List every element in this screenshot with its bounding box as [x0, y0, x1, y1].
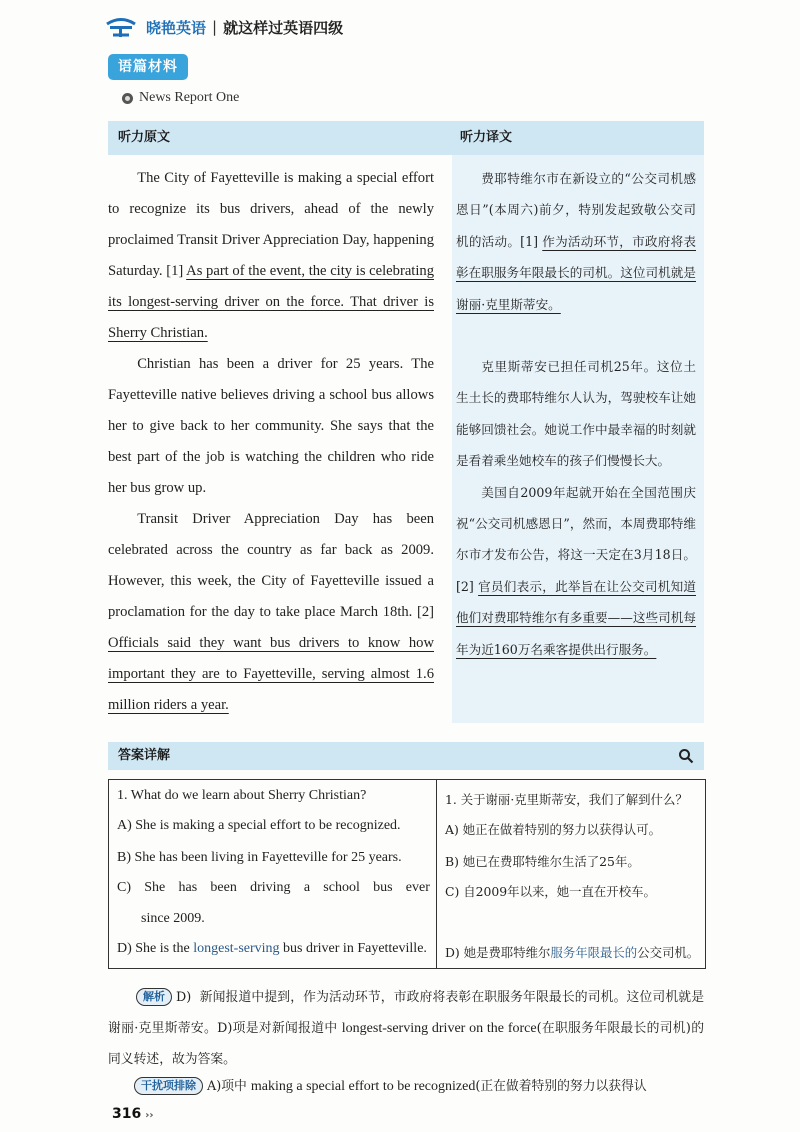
translation-paragraph: 美国自2009年起就开始在全国范围庆祝“公交司机感恩日”，然而，本周费耶特维尔市才发布公告，将这一天定在3月18日。[2] 官员们表示，此举旨在让公交司机知道他们对费耶特维尔有多重要——这些司机每年为近160万名乘客提供出行服务。	[456, 484, 697, 657]
distractor-paragraph: 干扰项排除 A)项中 making a special effort to be recognized(正在做着特别的努力以获得认	[134, 1075, 647, 1095]
news-report-heading	[122, 90, 239, 106]
option-d: D) She is the longest-serving bus driver in Fayetteville.	[117, 941, 427, 956]
publisher-logo-icon	[104, 15, 138, 39]
original-text	[108, 163, 434, 721]
answers-header-band	[108, 742, 704, 770]
option-c-continued: since 2009.	[141, 911, 205, 926]
bullet-icon	[122, 93, 133, 104]
translation-paragraph: 克里斯蒂安已担任司机25年。这位土生土长的费耶特维尔人认为，驾驶校车让她能够回馈社会。她说工作中最幸福的时刻就是看着乘坐她校车的孩子们慢慢长大。	[456, 359, 696, 469]
original-paragraph: Transit Driver Appreciation Day has been celebrated across the country as far back as 2009. However, this week, the City of Fayetteville issued a proclamation for the day to take place March 18th. [2] Officials said they want bus drivers to know how important they are to Fayetteville, serving almost 1.6 million riders a year.	[108, 511, 434, 713]
distractor-tag: 干扰项排除	[134, 1077, 203, 1095]
original-paragraph: The City of Fayetteville is making a special effort to recognize its bus drivers, ahead of the newly proclaimed Transit Driver Appreciation Day, happening Saturday. [1] As part of the event, the city is celebrating its longest-serving driver on the force. That driver is Sherry Christian.	[108, 170, 434, 341]
translation-paragraph: 费耶特维尔市在新设立的“公交司机感恩日”(本周六)前夕，特别发起致敬公交司机的活动。[1] 作为活动环节，市政府将表彰在职服务年限最长的司机。这位司机就是谢丽·克里斯蒂安。	[456, 171, 697, 312]
page-arrows-icon: ››	[145, 1110, 154, 1121]
page-number: 316 ››	[112, 1106, 154, 1122]
news-report-title: News Report One	[139, 90, 240, 105]
question-english-column	[109, 780, 437, 968]
key-translation-2: 官员们表示，此举旨在让公交司机知道他们对费耶特维尔有多重要——这些司机每年为近160万名乘客提供出行服务。	[456, 578, 697, 657]
key-sentence-2: Officials said they want bus drivers to know how important they are to Fayetteville, serving almost 1.6 million riders a year.	[108, 635, 434, 713]
original-label: 听力原文	[118, 130, 171, 145]
option-d-zh: D) 她是费耶特维尔服务年限最长的公交司机。	[445, 945, 700, 960]
analysis-answer: D)	[176, 990, 192, 1005]
option-c: C) She has been driving a school bus ever	[117, 880, 430, 895]
page-header	[104, 12, 343, 42]
question-table	[108, 779, 706, 969]
option-a-zh: A) 她正在做着特别的努力以获得认可。	[445, 822, 661, 837]
question-text-zh: 1. 关于谢丽·克里斯蒂安，我们了解到什么？	[445, 792, 688, 807]
brand-name: 晓艳英语	[146, 18, 207, 37]
option-c-zh: C) 自2009年以来，她一直在开校车。	[445, 884, 656, 899]
question-text: 1. What do we learn about Sherry Christian?	[117, 788, 367, 803]
option-b: B) She has been living in Fayetteville for 25 years.	[117, 850, 402, 865]
series-title: 就这样过英语四级	[223, 18, 344, 37]
answers-label: 答案详解	[118, 748, 171, 763]
key-sentence-1: As part of the event, the city is celebrating its longest-serving driver on the force. That driver is Sherry Christian.	[108, 263, 434, 341]
listening-header-band	[108, 121, 704, 155]
analysis-tag: 解析	[136, 988, 172, 1006]
translation-label: 听力译文	[460, 130, 513, 145]
translation-text	[456, 163, 696, 665]
original-paragraph: Christian has been a driver for 25 years. The Fayetteville native believes driving a school bus allows her to give back to her community. She says that the best part of the job is watching the children who ride her bus grow up.	[108, 356, 434, 496]
question-chinese-column	[437, 780, 705, 968]
search-icon	[678, 748, 694, 768]
option-b-zh: B) 她已在费耶特维尔生活了25年。	[445, 854, 640, 869]
analysis-paragraph: 解析 D) 新闻报道中提到，作为活动环节，市政府将表彰在职服务年限最长的司机。这位司机就是谢丽·克里斯蒂安。D)项是对新闻报道中 longest-serving driver on the force(在职服务年限最长的司机)的同义转述，故为答案。	[108, 990, 705, 1067]
key-translation-1: 作为活动环节，市政府将表彰在职服务年限最长的司机。这位司机就是谢丽·克里斯蒂安。	[456, 233, 697, 312]
section-tab: 语篇材料	[108, 54, 188, 80]
option-a: A) She is making a special effort to be recognized.	[117, 818, 401, 833]
header-separator: |	[212, 18, 218, 36]
